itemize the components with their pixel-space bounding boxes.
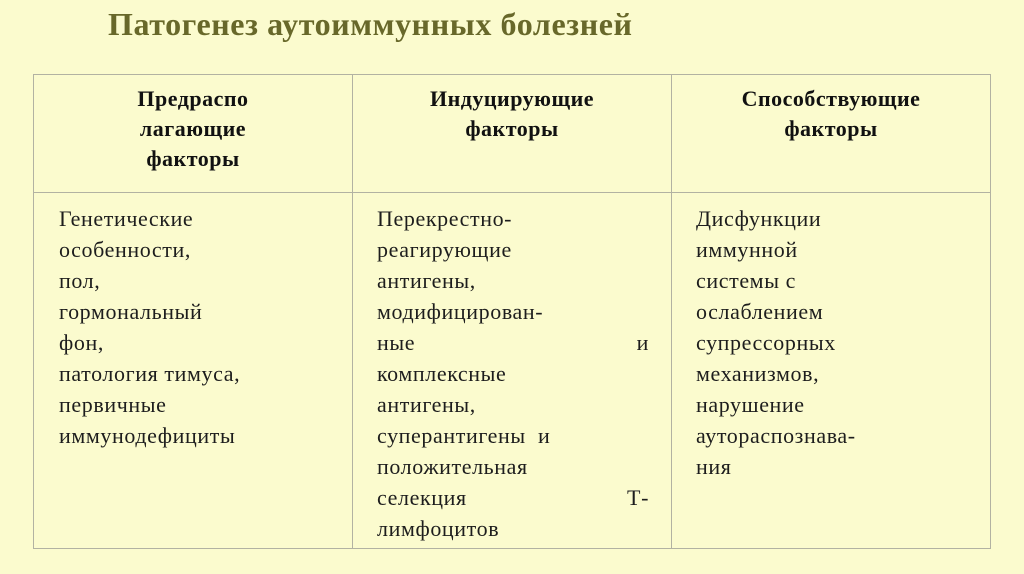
table-body-row [34,193,991,549]
cell-line: супрессорных [696,330,836,355]
cell-predisposing-factors [34,193,353,549]
cell-line: иммунодефициты [59,423,236,448]
header-line: лагающие [139,116,247,141]
table-header-row [34,75,991,193]
cell-line: Перекрестно- [377,206,513,231]
cell-line: пол, [59,268,101,293]
cell-line: антигены, [377,268,476,293]
cell-line: Дисфункции [696,206,822,231]
cell-line: Генетические [59,206,194,231]
cell-word: ные [377,330,416,355]
cell-word: и [636,330,649,355]
cell-line: комплексные [377,361,507,386]
slide-title: Патогенез аутоиммунных болезней [108,6,633,42]
header-contributing-factors [672,75,991,193]
header-line: факторы [784,116,878,141]
cell-line [377,327,649,358]
header-inducing-factors [353,75,672,193]
cell-word: селекция [377,485,467,510]
header-predisposing-factors [34,75,353,193]
cell-line: особенности, [59,237,191,262]
cell-line: иммунной [696,237,798,262]
cell-inducing-factors [353,193,672,549]
cell-line: антигены, [377,392,476,417]
cell-line: патология тимуса, [59,361,241,386]
header-line: Предраспо [137,86,249,111]
cell-contributing-factors [672,193,991,549]
header-line: факторы [465,116,559,141]
cell-line: первичные [59,392,167,417]
header-line: Индуцирующие [429,86,595,111]
header-line: факторы [146,146,240,171]
cell-line: ауторaспознава- [696,423,856,448]
factors-table [33,74,991,549]
cell-line: положительная [377,454,528,479]
cell-line [377,482,649,513]
cell-line: механизмов, [696,361,820,386]
cell-line: суперантигены и [377,423,551,448]
cell-line: системы с [696,268,797,293]
cell-line: нарушение [696,392,805,417]
cell-line: фон, [59,330,104,355]
cell-word: Т- [627,485,649,510]
cell-line: модифицирован- [377,299,544,324]
cell-line: гормональный [59,299,203,324]
cell-line: ослаблением [696,299,824,324]
header-line: Способствующие [741,86,921,111]
cell-line: лимфоцитов [377,516,500,541]
cell-line: ния [696,454,732,479]
cell-line: реагирующие [377,237,512,262]
